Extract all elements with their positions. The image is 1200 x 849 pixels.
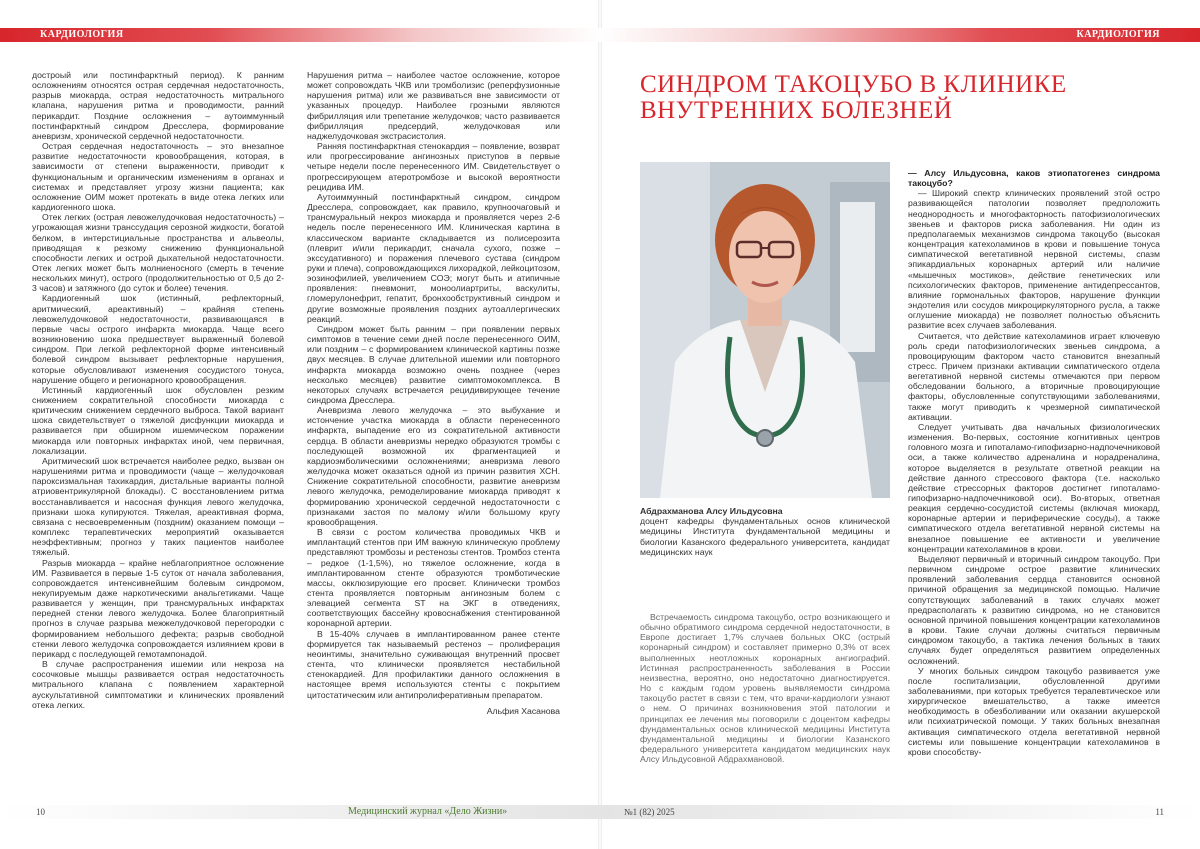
portrait-photo [640, 162, 890, 498]
paragraph: У многих больных синдром такоцубо развивается уже после госпитализации, обусловленной другими заболеваниями, при которых требуется терапевтическое или хирургическое вмешательство, а также имеется необходимость в обезболивании или оказании акушерской или психиатрической помощи. У таких больных внезапная активация симпатического отдела вегетативной нервной системы или повышение концентрации катехоламинов в крови способству- [908, 665, 1160, 757]
paragraph: — Широкий спектр клинических проявлений этой остро развивающейся патологии позволяет предположить неоднородность и многофакторность патофизиологических звеньев и факторов риска заболевания. Ни один из предполагаемых механизмов синдрома такоцубо (высокая концентрация катехоламинов в крови и повышение тонуса симпатической вегетативной нервной системы, спазм эпикардиальных коронарных артерий или наличие «мышечных мостиков», действие генетических или психологических факторов, применение антидепрессантов, влияние гормональных факторов, нарушение функции эндотелия или сосудов микроциркуляторного русла, а также оглушение миокарда) не позволяет полностью объяснить развитие всех случаев заболевания. [908, 188, 1160, 331]
article-author: Альфия Хасанова [486, 705, 560, 716]
interview-question: — Алсу Ильдусовна, каков этиопатогенез синдрома такоцубо? [908, 168, 1160, 189]
issue-number: №1 (82) 2025 [624, 807, 675, 817]
paragraph: Аневризма левого желудочка – это выбухание и истончение участка миокарда в области перенесенного инфаркта, выпадение его из сократительной активности сердца. В области аневризмы нередко образуются тромбы с последующей возможной их фрагментацией и кардиоэмболическими осложнениями; аневризма левого желудочка может оказаться одной из причин развития ХСН. Снижение сократительной способности, развитие аневризм левого желудочка, ремоделирование миокарда приводят к формированию хронической сердечной недостаточности с признаками застоя по малому и/или большому кругу кровообращения. [307, 405, 560, 527]
paragraph: Кардиогенный шок (истинный, рефлекторный, аритмический, ареактивный) – крайняя степень левожелудочковой недостаточности, развивающаяся в первые часы острого инфаркта миокарда. Чаще всего возникновению шока предшествует выраженный болевой синдром. При легкой рефлекторной форме интенсивный болевой синдром вызывает рефлекторные нарушения, которые обусловливают изменения сосудистого тонуса, нарушение общего и регионарного кровообращения. [32, 293, 284, 385]
article-lead [640, 612, 890, 764]
caption-text: доцент кафедры фундаментальных основ клинической медицины Института фундаментальной медицины и биологии Казанского федерального университета, кандидат медицинских наук [640, 516, 890, 557]
page-number: 10 [36, 807, 45, 817]
doctor-portrait-illustration [640, 162, 890, 498]
paragraph: Синдром может быть ранним – при появлении первых симптомов в течение семи дней после перенесенного ОИМ, или поздним – с формированием клинической картины позже двух месяцев. В случае длительной ишемии или повторного инфаркта миокарда возможно очень позднее (через несколько месяцев) развитие симптомокомплекса. В некоторых случаях встречается рецидивирующее течение синдрома Дресслера. [307, 323, 560, 405]
paragraph: Считается, что действие катехоламинов играет ключевую роль среди патофизиологических звеньев синдрома, а провоцирующим фактором часто становится внезапный стресс. Причем признаки активации симпатического отдела вегетативной нервной системы отмечаются при первом обследовании больного, а вторичные провоцирующие факторы, обусловленные сопутствующими заболеваниями, также могут приводить к чрезмерной симпатической активации. [908, 330, 1160, 422]
right-page [600, 0, 1200, 849]
paragraph: Нарушения ритма – наиболее частое осложнение, которое может сопровождать ЧКВ или тромболизис (реперфузионные нарушения ритма) или же развиваться вне зависимости от указанных процедур. Наиболее грозными являются фибрилляция или трепетание желудочков; часто развивается фибрилляция предсердий, желудочковая или наджелудочковая экстрасистолия. [307, 70, 560, 141]
journal-name: Медицинский журнал «Дело Жизни» [348, 806, 508, 817]
paragraph: В 15-40% случаев в имплантированном ранее стенте формируется так называемый рестеноз – пролиферация неоинтимы, значительно суживающая внутренний просвет стента, что клинически проявляется нестабильной стенокардией. Для профилактики данного осложнения в настоящее время используются стенты с покрытием цитостатическим или антипролиферативным препаратом. [307, 628, 560, 700]
section-header-band [600, 28, 1200, 42]
text-column-2 [307, 70, 560, 716]
paragraph: В связи с ростом количества проводимых ЧКВ и имплантаций стентов при ИМ важную клиническую проблему представляют тромбозы и рестенозы стентов. Тромбоз стента – редкое (1-1,5%), но тяжелое осложнение, когда в имплантированном стенте образуются тромботические массы, окклюзирующие его просвет. Клинически тромбоз стента проявляется повторным ангинозным болем с элевацией сегмента ST на ЭКГ в отведениях, соответствующих бассейну кровоснабжения стентированной коронарной артерии. [307, 527, 560, 629]
article-title: СИНДРОМ ТАКОЦУБО В КЛИНИКЕ ВНУТРЕННИХ БОЛЕЗНЕЙ [640, 71, 1067, 124]
paragraph: Аутоиммунный постинфарктный синдром, синдром Дресслера, сопровождает, как правило, крупноочаговый и трансмуральный некроз миокарда и проявляется через 2-6 недель после перенесенного ИМ. Клиническая картина в классическом варианте складывается из полисерозита (плеврит и/или перикардит, сначала сухого, позже – экссудативного) и поражения плечевого сустава (синдром руки и плеча), сопровождающихся лихорадкой, лейкоцитозом, эозинофилией, увеличением СОЭ; могут быть и атипичные проявления: пневмонит, моноолиартриты, васкулиты, гломерулонефрит, гепатит, бронхообструктивный синдром и другие возможные проявления поздних аутоаллергических реакций. [307, 191, 560, 324]
section-label: КАРДИОЛОГИЯ [1076, 29, 1160, 40]
paragraph: Острая сердечная недостаточность – это внезапное развитие недостаточности кровообращения, которая, в зависимости от степени выраженности, приводит к функциональным и органическим изменениям в органах и системах и представляет угрозу жизни пациента; как осложнение ОИМ может протекать в виде отека легких или кардиогенного шока. [32, 141, 284, 213]
paragraph: Разрыв миокарда – крайне неблагоприятное осложнение ИМ. Развивается в первые 1-5 суток от начала заболевания, сопровождается интенсивнейшим болевым синдромом, некупируемым даже наркотическими анальгетиками. Чаще развивается у женщин, при трансмуральных инфарктах передней стенки левого желудочка. Более благоприятный прогноз в случае разрыва межжелудочковой перегородки с формированием небольшого дефекта; разрыв свободной стенки левого желудочка сопровождается излиянием крови в перикард с последующей гемотампонадой. [32, 557, 284, 659]
page-number: 11 [1155, 807, 1164, 817]
footer-band [600, 805, 1200, 819]
caption-name: Абдрахманова Алсу Ильдусовна [640, 506, 783, 516]
paragraph: Аритмический шок встречается наиболее редко, вызван он нарушениями ритма и проводимости (чаще – желудочковая пароксизмальная тахикардия, дистальные варианты полной атриовентрикулярной блокады). С восстановлением ритма восстанавливается и насосная функция левого желудочка, признаки шока купируются. Тяжелая, ареактивная форма, связана с несвоевременным (поздним) оказанием помощи – комплекс терапевтических мероприятий оказывается неэффективным; прогноз у таких пациентов наиболее тяжелый. [32, 455, 284, 558]
paragraph: Истинный кардиогенный шок обусловлен резким снижением сократительной способности миокарда с критическим снижением сердечного выброса. Такой вариант шока свидетельствует о тяжелой дисфункции миокарда и развивается при обширном ишемическом поражении миокарда или повторных инфарктах иной, чем первичная, локализации. [32, 384, 284, 456]
section-header-band [0, 28, 600, 42]
text-column-3 [908, 168, 1160, 757]
paragraph: Выделяют первичный и вторичный синдром такоцубо. При первичном синдроме острое развитие клинических проявлений заболевания сердца становится основной причиной обращения за медицинской помощью. Наличие сопутствующих заболеваний в таких случаях может предрасполагать к развитию синдрома, но не становится основной причиной повышения концентрации катехоламинов в крови. Такие случаи должны считаться первичным синдромом такоцубо, а тактика лечения больных в таких случаях будет определяться развитием определенных осложнений. [908, 553, 1160, 666]
paragraph: достроый или постинфарктный период). К ранним осложнениям относятся острая сердечная недостаточность, разрыв миокарда, острая недостаточность митрального клапана, нарушения ритма и проводимости, ранний перикардит. Поздние осложнения – аутоиммунный постинфарктный синдром Дресслера, формирование аневризм, хронической сердечной недостаточности. [32, 70, 284, 141]
paragraph: Следует учитывать два начальных физиологических изменения. Во-первых, состояние когнитивных центров головного мозга и гипоталамо-гипофизарно-надпочечниковой оси, а также количество адреналина и норадреналина, которое выделяется в результате ответной реакции на действие данного стрессового фактора (т.е. насколько действие стрессорных факторов достигнет гипоталамо-гипофизарно-надпочечниковой оси). Во-вторых, ответная реакция сердечно-сосудистой системы (включая миокард, коронарные артерии и периферические сосуды), а также симпатического отдела вегетативной нервной системы на внезапное повышение ее активности и увеличение концентрации катехоламинов в крови. [908, 421, 1160, 554]
section-label: КАРДИОЛОГИЯ [40, 29, 124, 40]
lead-paragraph: Встречаемость синдрома такоцубо, остро возникающего и обычно обратимого синдрома сердечной недостаточности, в Европе достигает 1,7% случаев больных ОКС (острый коронарный синдром) и составляет примерно 0,3% от всех выполненных неотложных коронарных ангиографий. Истинная распространенность заболевания в России неизвестна, вероятно, оно недостаточно диагностируется. Но с каждым годом уровень выявляемости синдрома такоцубо растет в связи с тем, что врачи-кардиологи узнают о нем. О причинах возникновения этой патологии и принципах ее лечения мы поговорили с доцентом кафедры фундаментальных основ клинической медицины Института фундаментальной медицины и биологии Казанского федерального университета кандидатом медицинских наук Алсу Ильдусовной Абдрахмановой. [640, 612, 890, 765]
paragraph: В случае распространения ишемии или некроза на сосочковые мышцы развивается острая недостаточность митрального клапана с появлением характерной аускультативной симптоматики и клинических проявлений отека легких. [32, 659, 284, 710]
paragraph: Ранняя постинфарктная стенокардия – появление, возврат или прогрессирование ангинозных приступов в первые четыре недели после перенесенного ИМ. Свидетельствует о прогрессирующем атеротромбозе и высокой вероятности рецидива ИМ. [307, 141, 560, 192]
paragraph: Отек легких (острая левожелудочковая недостаточность) – угрожающая жизни транссудация серозной жидкости, богатой белком, в интерстициальные пространства и альвеолы, приводящая к резкому снижению функциональной способности легких и острой дыхательной недостаточности. Отек легких может быть молниеносного (смерть в течение нескольких минут), острого (продолжительностью от 0,5 до 2-3 часов) и затяжного (до суток и более) течения. [32, 212, 284, 294]
text-column-1 [32, 70, 284, 710]
photo-caption [640, 506, 890, 557]
footer-band [0, 805, 600, 819]
